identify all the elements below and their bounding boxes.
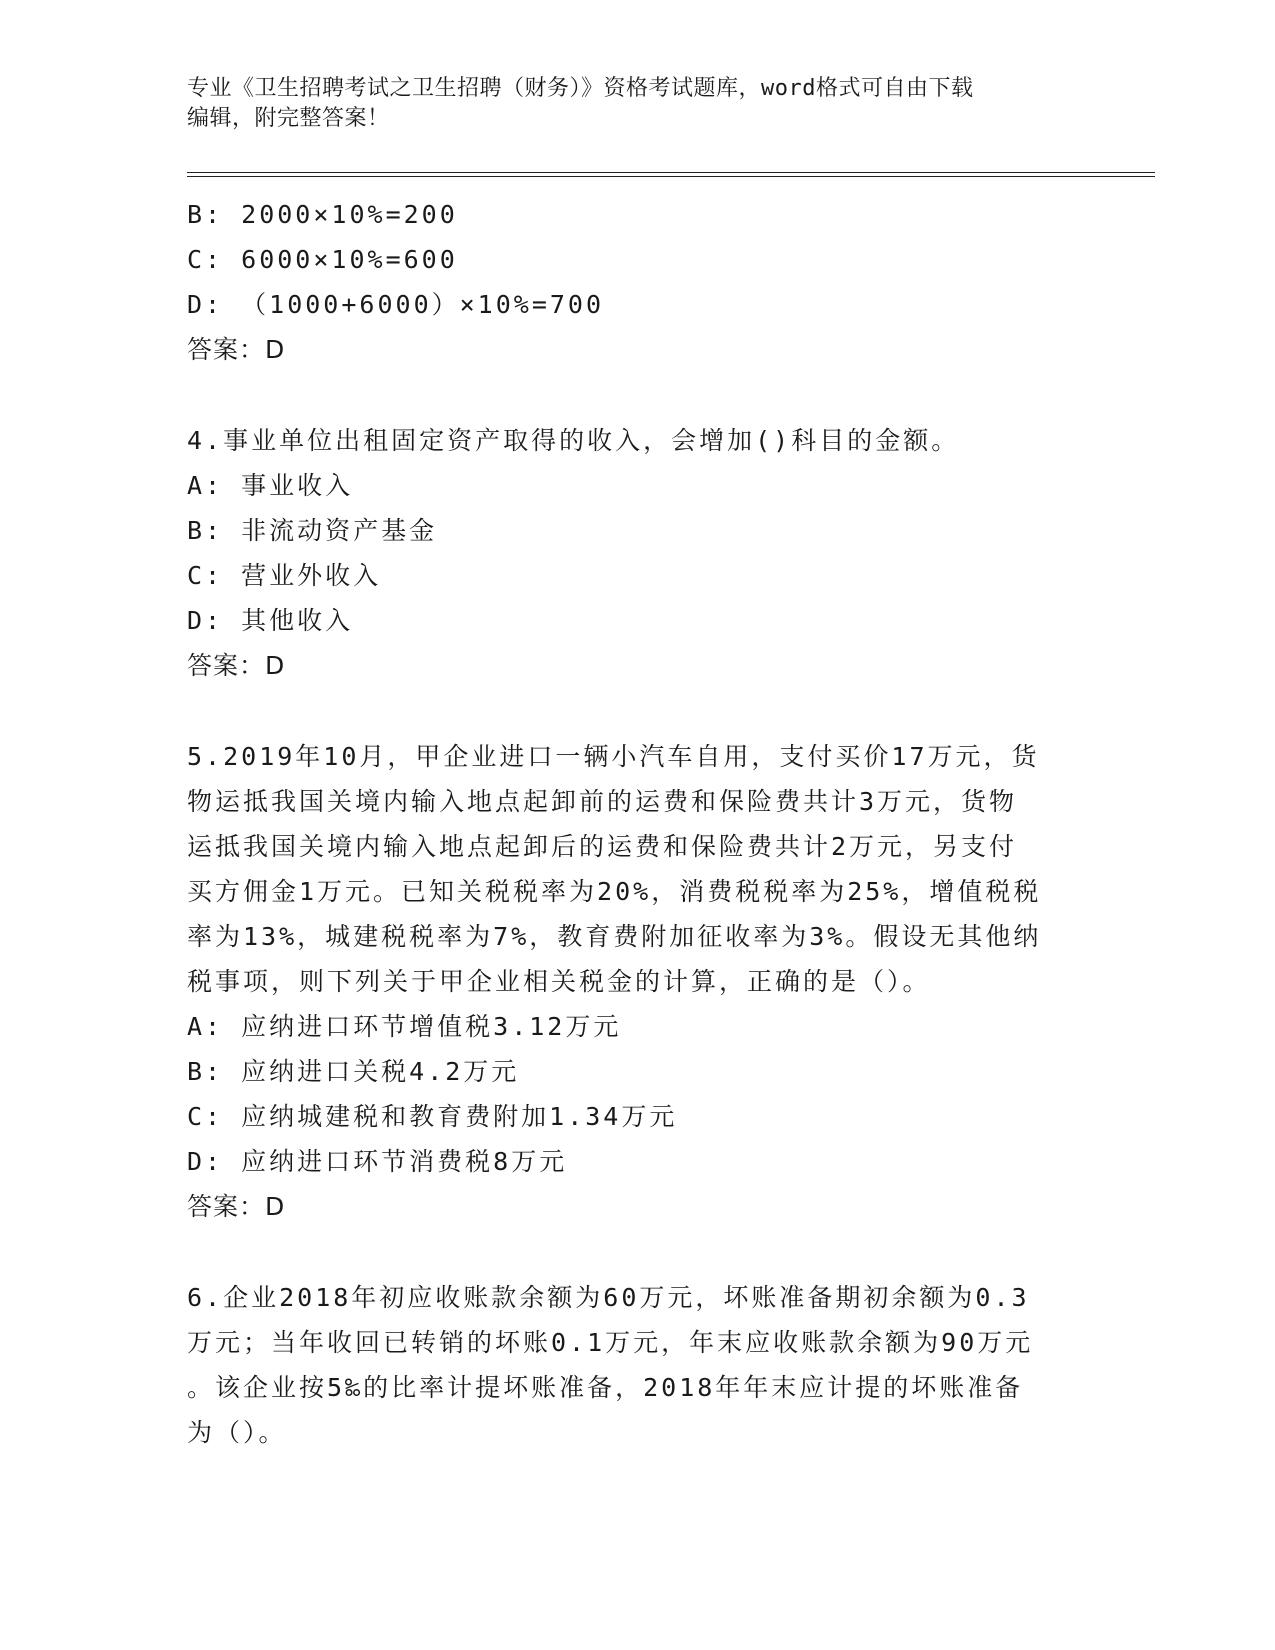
header-divider-top xyxy=(187,172,1155,173)
answer-line: 答案：D xyxy=(187,1192,286,1221)
question-text-line: 运抵我国关境内输入地点起卸后的运费和保险费共计2万元，另支付 xyxy=(187,832,1018,861)
answer-line: 答案：D xyxy=(187,651,286,680)
question-text-line: 买方佣金1万元。已知关税税率为20%，消费税税率为25%，增值税税 xyxy=(187,877,1042,906)
header-divider-bottom xyxy=(187,176,1155,177)
question-5 xyxy=(187,734,1087,1230)
question-text-line: 率为13%，城建税税率为7%，教育费附加征收率为3%。假设无其他纳 xyxy=(187,922,1042,951)
option-b: B: 应纳进口关税4.2万元 xyxy=(187,1057,520,1086)
question-list xyxy=(187,192,1087,1455)
option-d: D: （1000+6000）×10%=700 xyxy=(187,290,605,319)
question-text-line: 物运抵我国关境内输入地点起卸前的运费和保险费共计3万元，货物 xyxy=(187,787,1018,816)
header-line-1: 专业《卫生招聘考试之卫生招聘（财务）》资格考试题库，word格式可自由下载 xyxy=(187,76,974,101)
question-text-line: 5.2019年10月，甲企业进口一辆小汽车自用，支付买价17万元，货 xyxy=(187,742,1040,771)
option-d: D: 应纳进口环节消费税8万元 xyxy=(187,1147,568,1176)
header-line-2: 编辑，附完整答案！ xyxy=(187,106,390,131)
question-3 xyxy=(187,192,1087,373)
question-text-line: 6.企业2018年初应收账款余额为60万元，坏账准备期初余额为0.3 xyxy=(187,1283,1030,1312)
question-text-line: 万元；当年收回已转销的坏账0.1万元，年末应收账款余额为90万元 xyxy=(187,1328,1034,1357)
question-6 xyxy=(187,1275,1087,1455)
option-b: B: 2000×10%=200 xyxy=(187,200,458,229)
option-c: C: 营业外收入 xyxy=(187,561,382,590)
question-text-line: 税事项，则下列关于甲企业相关税金的计算，正确的是（）。 xyxy=(187,967,931,996)
answer-line: 答案：D xyxy=(187,335,286,364)
option-c: C: 应纳城建税和教育费附加1.34万元 xyxy=(187,1102,678,1131)
option-d: D: 其他收入 xyxy=(187,606,354,635)
question-text-line: 。该企业按5‰的比率计提坏账准备，2018年年末应计提的坏账准备 xyxy=(187,1373,1024,1402)
option-a: A: 事业收入 xyxy=(187,471,354,500)
option-a: A: 应纳进口环节增值税3.12万元 xyxy=(187,1012,622,1041)
option-b: B: 非流动资产基金 xyxy=(187,516,438,545)
question-4 xyxy=(187,418,1087,689)
question-text-line: 为（）。 xyxy=(187,1418,287,1447)
question-text: 4.事业单位出租固定资产取得的收入，会增加()科目的金额。 xyxy=(187,426,960,455)
option-c: C: 6000×10%=600 xyxy=(187,245,458,274)
page-header xyxy=(187,74,1087,134)
